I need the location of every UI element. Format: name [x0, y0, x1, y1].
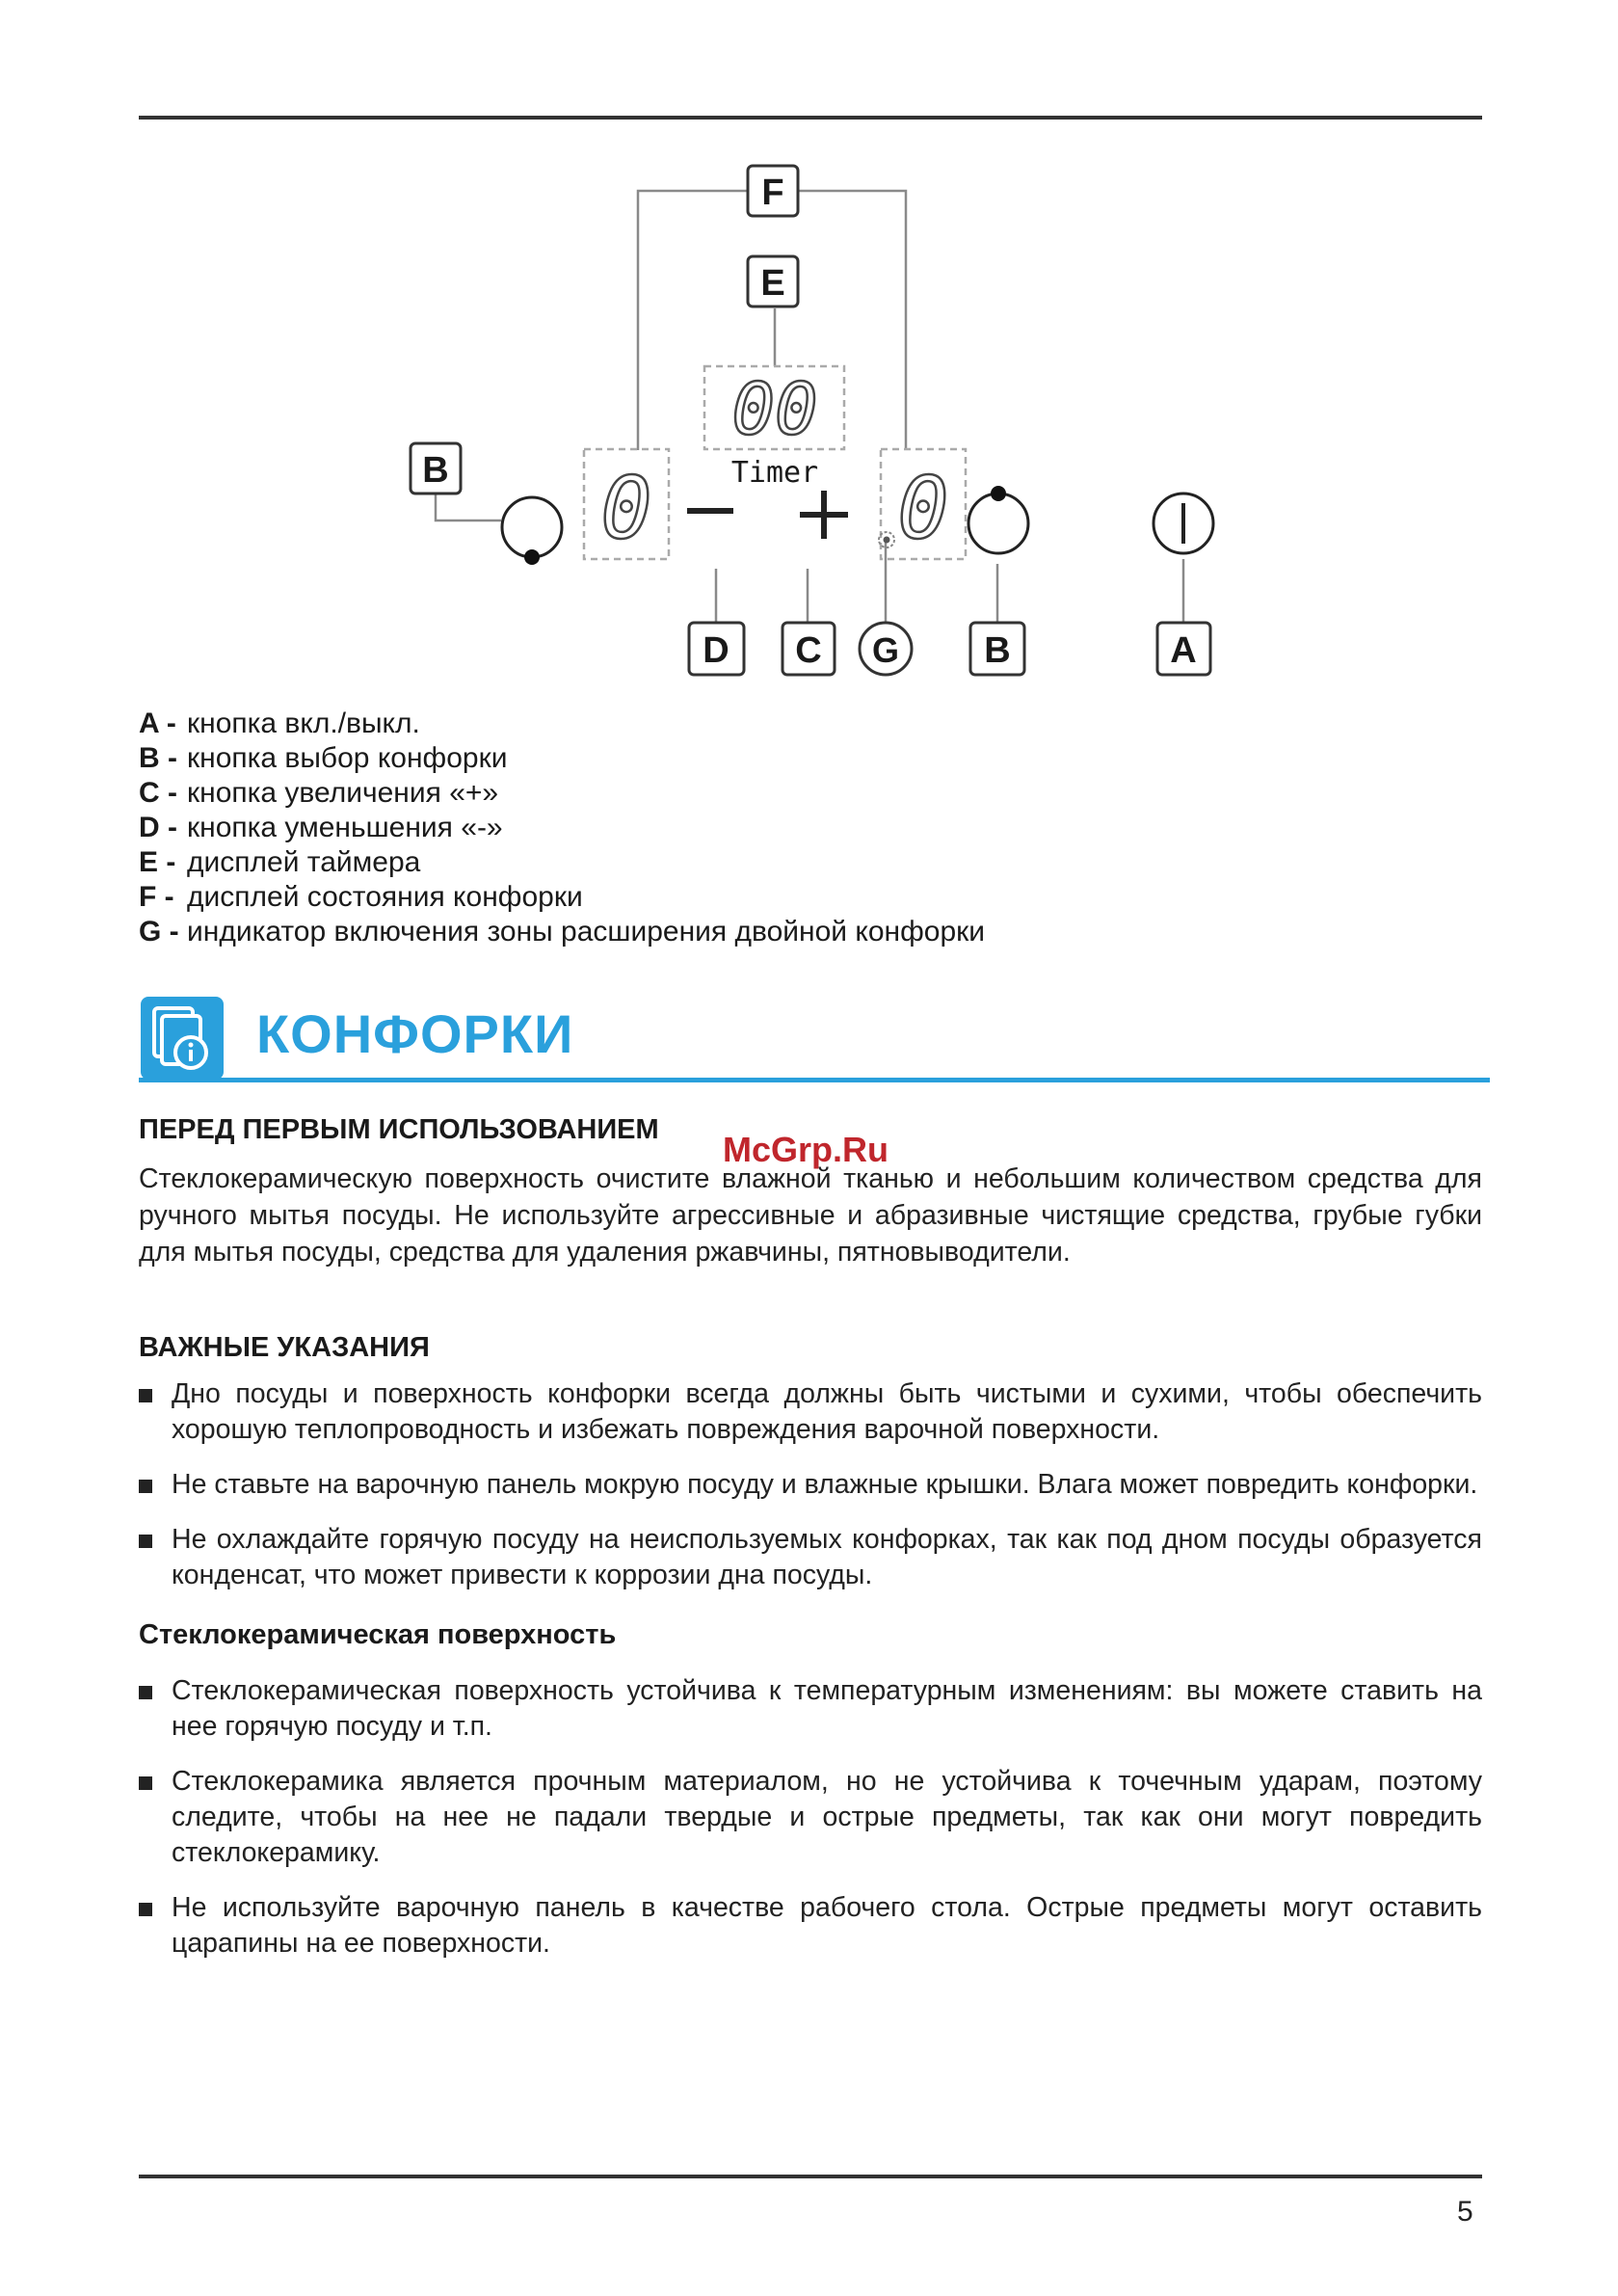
bullet-icon: [139, 1903, 152, 1916]
bottom-rule: [139, 2175, 1482, 2178]
label-g: G: [871, 630, 900, 670]
legend-text: кнопка уменьшения «-»: [187, 812, 503, 843]
timer-label: Timer: [730, 456, 819, 490]
legend-text: кнопка увеличения «+»: [187, 777, 499, 809]
info-document-icon: [141, 997, 224, 1080]
important-list: [139, 1376, 1482, 1593]
section-divider: [139, 1078, 1490, 1082]
bullet-icon: [139, 1480, 152, 1493]
page-number: 5: [1457, 2196, 1473, 2228]
list-item: [139, 1764, 1482, 1871]
label-box-b-right: [970, 623, 1024, 675]
legend-text: дисплей таймера: [187, 846, 421, 878]
legend-item: [139, 741, 985, 776]
list-item: [139, 1673, 1482, 1745]
legend-item: [139, 880, 985, 915]
list-item-text: Не используйте варочную панель в качестве рабочего стола. Острые предметы могут оставить царапины на ее поверхности.: [172, 1892, 1482, 1959]
timer-display: [704, 366, 844, 451]
power-icon: [1154, 494, 1213, 553]
legend-item: [139, 915, 985, 949]
list-item-text: Не ставьте на варочную панель мокрую посуду и влажные крышки. Влага может повредить конфорки.: [172, 1469, 1478, 1500]
left-zone-digit: 0: [600, 459, 652, 558]
list-item: [139, 1467, 1482, 1503]
section-header: [139, 995, 1490, 1085]
legend-item: [139, 707, 985, 741]
section-title: КОНФОРКИ: [256, 1003, 574, 1064]
list-item-text: Дно посуды и поверхность конфорки всегда должны быть чистыми и сухими, чтобы обеспечить хорошую теплопроводность и избежать повреждения варочной поверхности.: [172, 1378, 1482, 1445]
legend-item: [139, 811, 985, 845]
list-item: [139, 1376, 1482, 1448]
legend-text: кнопка выбор конфорки: [187, 742, 508, 774]
left-zone-display: [584, 449, 669, 559]
before-first-use-heading: ПЕРЕД ПЕРВЫМ ИСПОЛЬЗОВАНИЕМ: [139, 1114, 659, 1145]
glass-ceramic-list: [139, 1673, 1482, 1962]
label-b-right: B: [984, 630, 1011, 671]
right-zone-select-icon: [968, 486, 1028, 553]
label-box-a: [1157, 623, 1210, 675]
label-circle-g: [860, 623, 912, 675]
before-first-use-text: Стеклокерамическую поверхность очистите влажной тканью и небольшим количеством средства для ручного мытья посуды. Не используйте агрессивные и абразивные чистящие средства, грубые губки для мытья посуды, средства для удаления ржавчины, пятновыводители.: [139, 1163, 1482, 1268]
watermark: McGrp.Ru: [723, 1130, 889, 1169]
legend-key: D -: [139, 812, 177, 843]
list-item-text: Стеклокерамика является прочным материалом, но не устойчива к точечным ударам, поэтому следите, чтобы на нее не падали твердые и острые предметы, так как они могут повредить стеклокерамику.: [172, 1766, 1482, 1868]
bullet-icon: [139, 1776, 152, 1790]
legend-text: дисплей состояния конфорки: [187, 881, 583, 913]
legend-key: G -: [139, 916, 179, 948]
legend-key: B -: [139, 742, 177, 774]
label-box-f: [748, 166, 798, 216]
legend-item: [139, 845, 985, 880]
legend-key: C -: [139, 777, 177, 809]
right-zone-display: [881, 449, 966, 559]
left-zone-select-icon: [502, 497, 562, 565]
list-item-text: Не охлаждайте горячую посуду на неиспользуемых конфорках, так как под дном посуды образуется конденсат, что может привести к коррозии дна посуды.: [172, 1524, 1482, 1590]
label-e: E: [760, 263, 785, 304]
plus-icon: [800, 491, 848, 539]
label-b-left: B: [422, 450, 449, 491]
bullet-icon: [139, 1535, 152, 1548]
label-a: A: [1170, 630, 1197, 671]
legend-item: [139, 776, 985, 811]
legend-key: F -: [139, 881, 174, 913]
timer-digits: 00: [731, 368, 818, 451]
list-item: [139, 1522, 1482, 1593]
legend: [139, 707, 985, 949]
label-box-e: [748, 256, 798, 307]
minus-icon: [687, 508, 733, 514]
legend-key: E -: [139, 846, 176, 878]
right-zone-digit: 0: [897, 459, 949, 558]
list-item: [139, 1890, 1482, 1962]
label-c: C: [795, 630, 822, 671]
label-box-d: [689, 623, 744, 675]
glass-ceramic-heading: Стеклокерамическая поверхность: [139, 1619, 617, 1650]
bullet-icon: [139, 1389, 152, 1402]
list-item-text: Стеклокерамическая поверхность устойчива к температурным изменениям: вы можете ставить на нее горячую посуду и т.п.: [172, 1675, 1482, 1742]
label-box-b-left: [411, 443, 461, 494]
label-box-c: [782, 623, 835, 675]
control-panel-diagram: [0, 0, 1618, 694]
legend-text: индикатор включения зоны расширения двойной конфорки: [187, 916, 986, 948]
label-f: F: [761, 173, 784, 213]
bullet-icon: [139, 1686, 152, 1699]
important-heading: ВАЖНЫЕ УКАЗАНИЯ: [139, 1332, 430, 1363]
label-d: D: [703, 630, 729, 671]
legend-key: A -: [139, 707, 176, 739]
legend-text: кнопка вкл./выкл.: [187, 707, 420, 739]
